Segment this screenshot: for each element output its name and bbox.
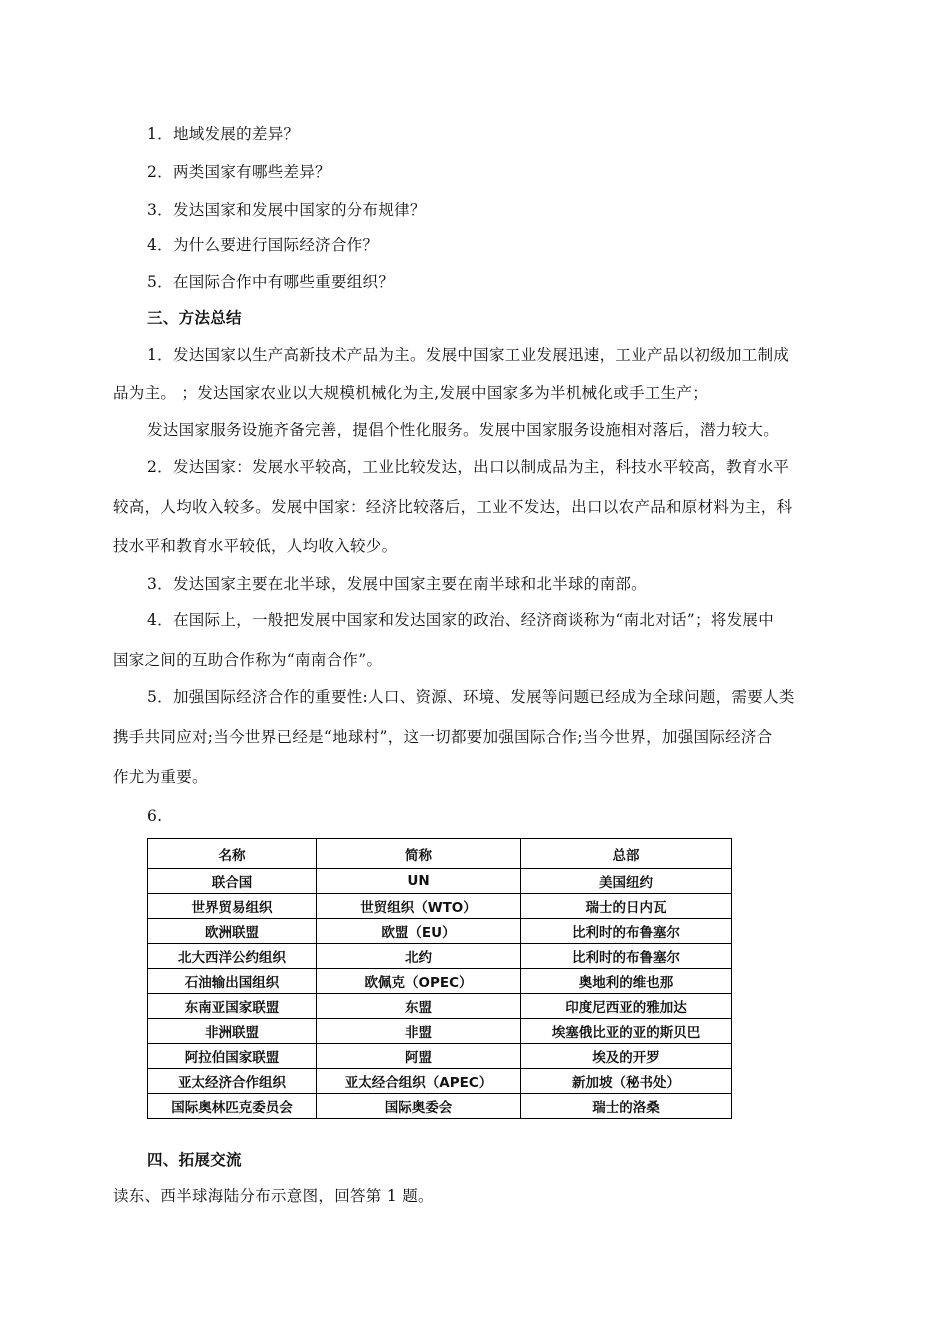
org-headquarters: 埃及的开罗 <box>521 1044 732 1069</box>
organizations-table <box>147 838 732 1119</box>
summary-line: 3．发达国家主要在北半球，发展中国家主要在南半球和北半球的南部。 <box>147 575 647 593</box>
org-abbreviation: 东盟 <box>317 994 521 1019</box>
org-abbreviation: 国际奥委会 <box>317 1094 521 1119</box>
question-1: 1．地域发展的差异？ <box>147 125 300 143</box>
org-name: 联合国 <box>148 869 317 894</box>
org-headquarters: 比利时的布鲁塞尔 <box>521 919 732 944</box>
summary-line: 发达国家服务设施齐备完善，提倡个性化服务。发展中国家服务设施相对落后，潜力较大。 <box>147 421 780 439</box>
org-name: 东南亚国家联盟 <box>148 994 317 1019</box>
summary-line: 较高，人均收入较多。发展中国家：经济比较落后，工业不发达，出口以农产品和原材料为主，科 <box>113 498 793 516</box>
org-abbreviation: UN <box>317 869 521 894</box>
org-headquarters: 美国纽约 <box>521 869 732 894</box>
table-row <box>148 969 732 994</box>
org-name: 世界贸易组织 <box>148 894 317 919</box>
org-name: 阿拉伯国家联盟 <box>148 1044 317 1069</box>
org-headquarters: 奥地利的维也那 <box>521 969 732 994</box>
table-row <box>148 1094 732 1119</box>
item-6-label: 6. <box>147 807 163 825</box>
table-row <box>148 919 732 944</box>
org-name: 国际奥林匹克委员会 <box>148 1094 317 1119</box>
org-abbreviation: 阿盟 <box>317 1044 521 1069</box>
section-heading-extension: 四、拓展交流 <box>147 1150 242 1169</box>
summary-line: 技水平和教育水平较低，人均收入较少。 <box>113 537 398 555</box>
column-header-headquarters: 总部 <box>521 839 732 869</box>
org-headquarters: 瑞士的日内瓦 <box>521 894 732 919</box>
org-abbreviation: 北约 <box>317 944 521 969</box>
org-name: 非洲联盟 <box>148 1019 317 1044</box>
summary-line: 携手共同应对;当今世界已经是“地球村”，这一切都要加强国际合作;当今世界，加强国际经济合 <box>113 728 773 746</box>
summary-line: 5．加强国际经济合作的重要性:人口、资源、环境、发展等问题已经成为全球问题，需要人类 <box>147 688 795 706</box>
table-row <box>148 1019 732 1044</box>
org-abbreviation: 非盟 <box>317 1019 521 1044</box>
org-headquarters: 印度尼西亚的雅加达 <box>521 994 732 1019</box>
org-name: 北大西洋公约组织 <box>148 944 317 969</box>
table-row <box>148 994 732 1019</box>
question-3: 3．发达国家和发展中国家的分布规律？ <box>147 201 426 219</box>
table-row <box>148 1069 732 1094</box>
org-name: 欧洲联盟 <box>148 919 317 944</box>
org-abbreviation: 欧盟（EU） <box>317 919 521 944</box>
org-headquarters: 新加坡（秘书处） <box>521 1069 732 1094</box>
question-4: 4．为什么要进行国际经济合作？ <box>147 236 379 254</box>
extension-prompt: 读东、西半球海陆分布示意图，回答第 1 题。 <box>113 1187 434 1205</box>
org-abbreviation: 世贸组织（WTO） <box>317 894 521 919</box>
table-row <box>148 894 732 919</box>
org-abbreviation: 亚太经合组织（APEC） <box>317 1069 521 1094</box>
section-heading-method-summary: 三、方法总结 <box>147 308 242 327</box>
table-row <box>148 944 732 969</box>
org-headquarters: 瑞士的洛桑 <box>521 1094 732 1119</box>
summary-line: 国家之间的互助合作称为“南南合作”。 <box>113 651 383 669</box>
org-abbreviation: 欧佩克（OPEC） <box>317 969 521 994</box>
summary-line: 2．发达国家：发展水平较高，工业比较发达，出口以制成品为主，科技水平较高，教育水平 <box>147 458 790 476</box>
summary-line: 品为主。 ；发达国家农业以大规模机械化为主,发展中国家多为半机械化或手工生产； <box>113 384 709 402</box>
summary-line: 1．发达国家以生产高新技术产品为主。发展中国家工业发展迅速，工业产品以初级加工制成 <box>147 346 790 364</box>
org-headquarters: 埃塞俄比亚的亚的斯贝巴 <box>521 1019 732 1044</box>
org-name: 亚太经济合作组织 <box>148 1069 317 1094</box>
summary-line: 4．在国际上，一般把发展中国家和发达国家的政治、经济商谈称为“南北对话”；将发展中 <box>147 611 775 629</box>
question-5: 5．在国际合作中有哪些重要组织？ <box>147 273 395 291</box>
table-row <box>148 869 732 894</box>
column-header-name: 名称 <box>148 839 317 869</box>
table-header-row <box>148 839 732 869</box>
column-header-abbreviation: 简称 <box>317 839 521 869</box>
question-2: 2．两类国家有哪些差异？ <box>147 163 331 181</box>
org-name: 石油输出国组织 <box>148 969 317 994</box>
table-row <box>148 1044 732 1069</box>
org-headquarters: 比利时的布鲁塞尔 <box>521 944 732 969</box>
summary-line: 作尤为重要。 <box>113 768 208 786</box>
